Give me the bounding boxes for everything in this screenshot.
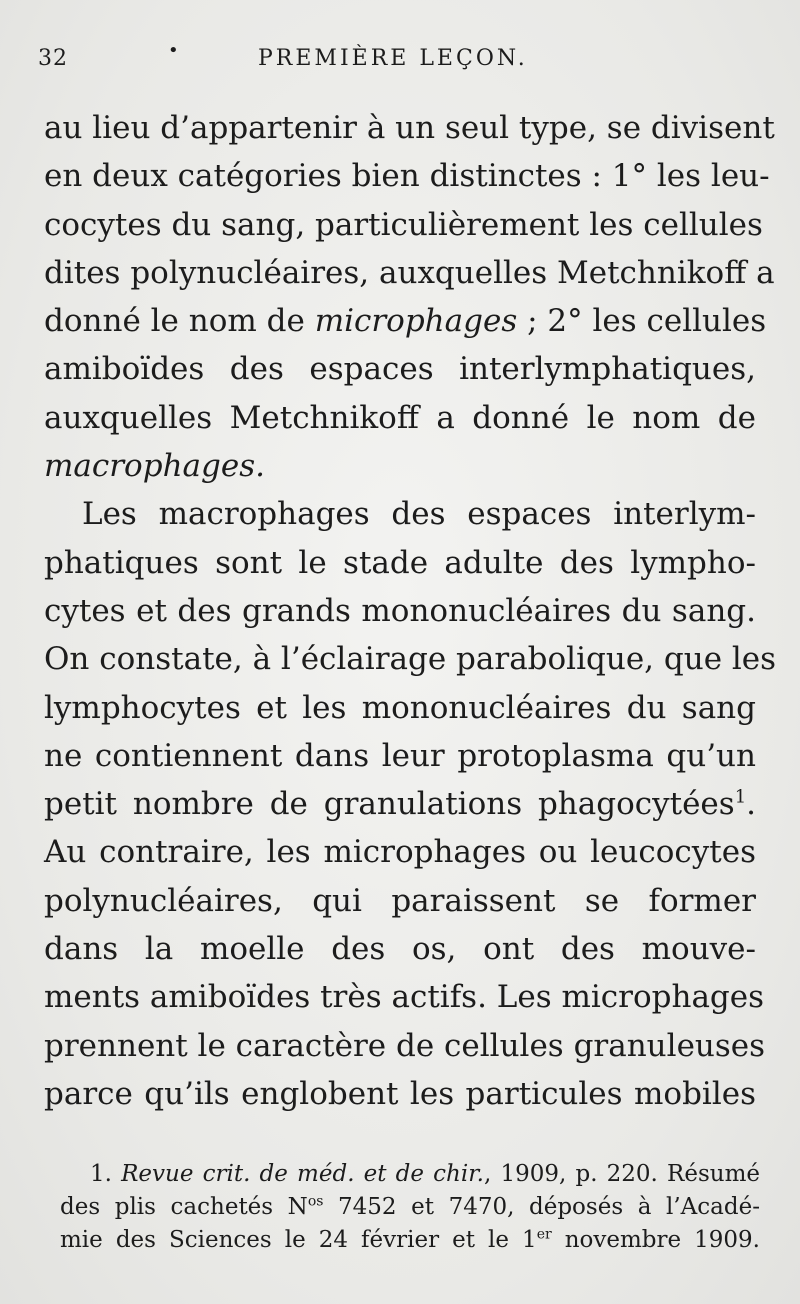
text-line xyxy=(44,780,756,828)
text-segment: . xyxy=(746,786,756,823)
text-segment: novembre 1909. xyxy=(551,1227,760,1253)
running-head xyxy=(38,40,578,76)
text-line: polynucléaires, qui paraissent se former xyxy=(44,882,756,919)
text-line: phatiques sont le stade adulte des lympho- xyxy=(44,544,756,581)
text-segment: ; 2° les cellules xyxy=(517,303,767,340)
text-line: au lieu d’appartenir à un seul type, se divisent xyxy=(44,110,775,146)
text-segment: petit nombre de granulations phagocytées xyxy=(44,786,735,823)
text-segment: mie des Sciences le 24 février et le 1 xyxy=(60,1227,537,1253)
text-line: prennent le caractère de cellules granuleuses xyxy=(44,1027,766,1064)
footnote-number: 1. xyxy=(90,1161,122,1187)
text-segment: des plis cachetés N xyxy=(60,1194,308,1220)
footnote-line xyxy=(60,1191,760,1224)
footnote-reference: 1 xyxy=(734,786,747,808)
text-line: amiboïdes des espaces interlymphatiques, xyxy=(44,351,756,388)
main-text xyxy=(44,104,777,1118)
term-macrophages: macrophages. xyxy=(44,448,265,485)
text-segment: 7452 et 7470, déposés à l’Acadé- xyxy=(323,1194,760,1220)
text-line: parce qu’ils englobent les particules mobiles xyxy=(44,1075,756,1112)
text-line: cocytes du sang, particulièrement les cellules xyxy=(44,206,763,243)
term-microphages: microphages xyxy=(314,303,518,340)
page-number: 32 xyxy=(38,46,68,71)
footnote-line xyxy=(60,1224,760,1257)
superscript: os xyxy=(307,1193,324,1210)
text-line: auxquelles Metchnikoff a donné le nom de xyxy=(44,399,756,436)
footnote-line xyxy=(60,1158,760,1191)
text-line: ne contiennent dans leur protoplasma qu’un xyxy=(44,737,756,774)
text-line: lymphocytes et les mononucléaires du sang xyxy=(44,689,756,726)
ornament-bullet: • xyxy=(168,40,180,61)
text-line: dites polynucléaires, auxquelles Metchnikoff a xyxy=(44,254,775,291)
text-line xyxy=(44,442,756,490)
chapter-title: PREMIÈRE LEÇON. xyxy=(258,46,528,71)
text-line: dans la moelle des os, ont des mouve- xyxy=(44,931,756,968)
text-line: cytes et des grands mononucléaires du sang. xyxy=(44,592,756,629)
text-line: Les macrophages des espaces interlym- xyxy=(82,496,756,533)
text-line: ments amiboïdes très actifs. Les microphages xyxy=(44,979,765,1016)
text-line: Au contraire, les microphages ou leucocytes xyxy=(44,834,756,871)
footnote xyxy=(60,1158,760,1257)
text-line: en deux catégories bien distinctes : 1° les leu- xyxy=(44,158,770,195)
text-segment: donné le nom de xyxy=(44,303,315,340)
text-segment: , 1909, p. 220. Résumé xyxy=(484,1161,760,1187)
text-line: On constate, à l’éclairage parabolique, que les xyxy=(44,641,777,678)
superscript: er xyxy=(536,1226,552,1243)
text-line xyxy=(44,297,767,345)
footnote-journal-title: Revue crit. de méd. et de chir. xyxy=(121,1161,484,1187)
